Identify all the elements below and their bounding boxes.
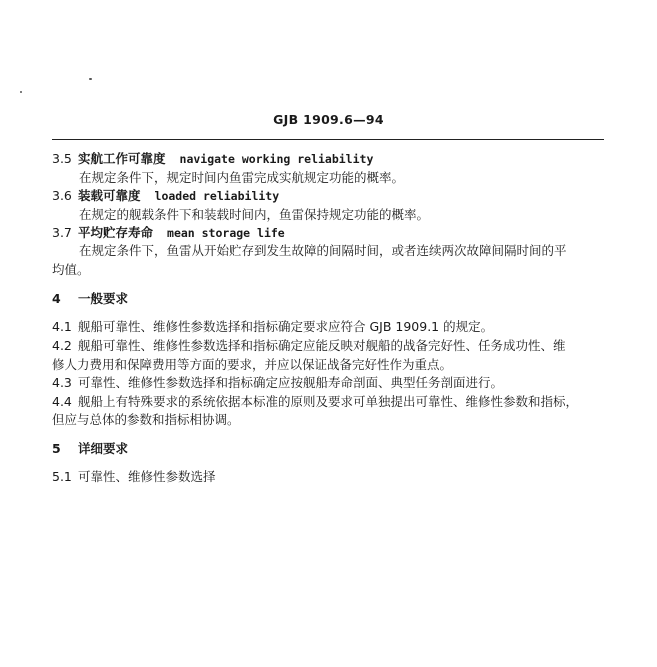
term-english: loaded reliability (154, 189, 280, 203)
section-3-7-heading (52, 225, 285, 241)
chapter-number: 5 (52, 441, 61, 456)
clause-text: 可靠性、维修性参数选择和指标确定应按舰船寿命剖面、典型任务剖面进行。 (78, 375, 504, 390)
scan-speck (89, 78, 92, 80)
clause-text: 舰船可靠性、维修性参数选择和指标确定应能反映对舰船的战备完好性、任务成功性、维 (78, 338, 566, 353)
section-3-5-heading (52, 151, 373, 167)
chapter-number: 4 (52, 291, 61, 306)
clause-4-4-continued: 但应与总体的参数和指标相协调。 (52, 412, 240, 427)
clause-number: 4.1 (52, 319, 72, 334)
section-3-5-definition: 在规定条件下，规定时间内鱼雷完成实航规定功能的概率。 (79, 170, 405, 185)
chapter-4-heading (52, 291, 128, 307)
section-3-7-definition-line-2: 均值。 (52, 262, 90, 277)
clause-4-2-continued: 修人力费用和保障费用等方面的要求，并应以保证战备完好性作为重点。 (52, 357, 453, 372)
section-3-7-definition-line-1: 在规定条件下，鱼雷从开始贮存到发生故障的间隔时间，或者连续两次故障间隔时间的平 (79, 243, 567, 258)
section-number: 3.6 (52, 188, 72, 203)
term-english: navigate working reliability (179, 152, 374, 166)
standard-code-header: GJB 1909.6—94 (273, 112, 384, 127)
section-3-6-heading (52, 188, 279, 204)
chapter-title: 一般要求 (78, 291, 129, 306)
clause-5-1 (52, 469, 216, 485)
term-chinese: 平均贮存寿命 (78, 225, 154, 240)
section-3-6-definition: 在规定的舰载条件下和装载时间内，鱼雷保持规定功能的概率。 (79, 207, 430, 222)
clause-text: 舰船可靠性、维修性参数选择和指标确定要求应符合 GJB 1909.1 的规定。 (78, 319, 494, 334)
clause-4-3 (52, 375, 503, 391)
chapter-title: 详细要求 (78, 441, 129, 456)
clause-text: 舰船上有特殊要求的系统依据本标准的原则及要求可单独提出可靠性、维修性参数和指标， (78, 394, 579, 409)
clause-4-1 (52, 319, 493, 335)
clause-number: 5.1 (52, 469, 72, 484)
clause-text: 可靠性、维修性参数选择 (78, 469, 216, 484)
clause-number: 4.2 (52, 338, 72, 353)
term-chinese: 实航工作可靠度 (78, 151, 166, 166)
term-chinese: 装载可靠度 (78, 188, 141, 203)
clause-4-4 (52, 394, 578, 410)
header-rule (52, 139, 604, 140)
section-number: 3.7 (52, 225, 72, 240)
clause-4-2 (52, 338, 566, 354)
clause-number: 4.4 (52, 394, 72, 409)
clause-number: 4.3 (52, 375, 72, 390)
section-number: 3.5 (52, 151, 72, 166)
scan-speck (20, 91, 22, 93)
chapter-5-heading (52, 441, 128, 457)
term-english: mean storage life (167, 226, 285, 240)
